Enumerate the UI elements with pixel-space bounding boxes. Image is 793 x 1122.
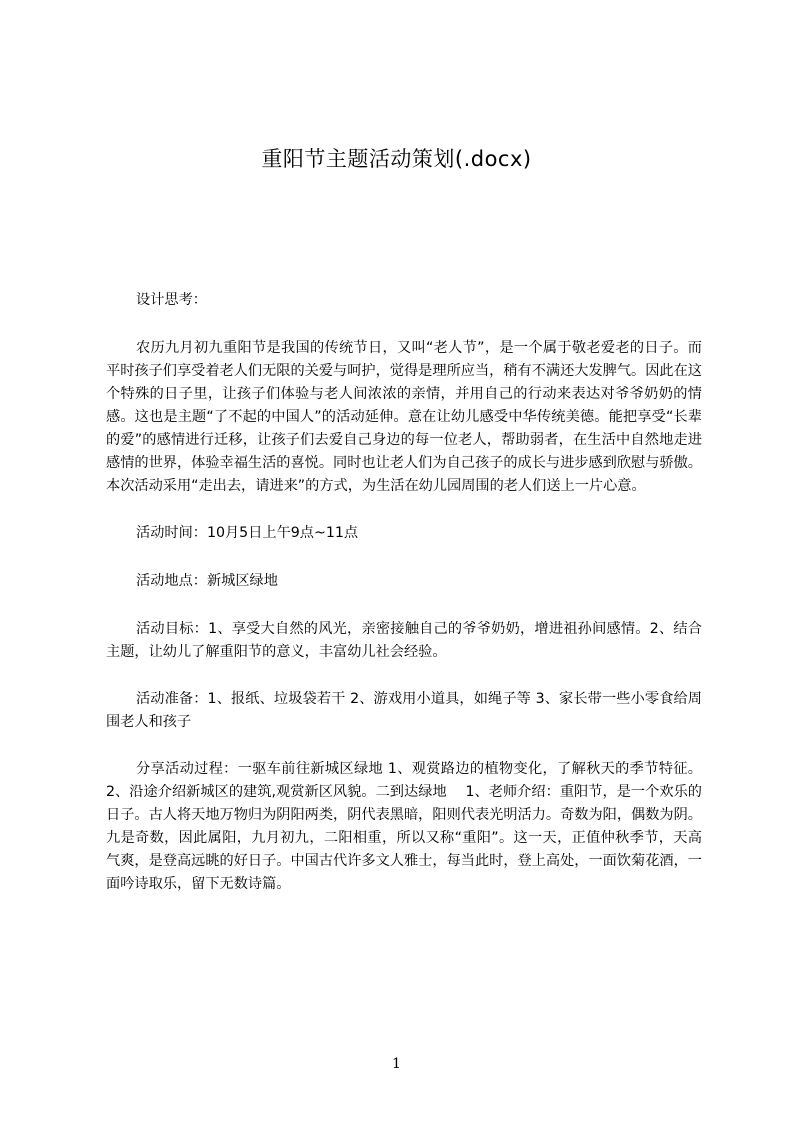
paragraph-activity-time: 活动时间：10月5日上午9点~11点 [136, 525, 359, 541]
paragraph-activity-preparation: 活动准备：1、报纸、垃圾袋若干 2、游戏用小道具，如绳子等 3、家长带一些小零食给周围老人和孩子 [106, 691, 702, 730]
paragraph-activity-goals: 活动目标：1、享受大自然的风光，亲密接触自己的爷爷奶奶，增进祖孙间感情。2、结合主题，让幼儿了解重阳节的意义，丰富幼儿社会经验。 [106, 621, 702, 660]
document-title: 重阳节主题活动策划(.docx) [261, 147, 532, 171]
page-number: 1 [392, 1056, 401, 1072]
paragraph-design-thinking: 农历九月初九重阳节是我国的传统节日，又叫“老人节”，是一个属于敬老爱老的日子。而平时孩子们享受着老人们无限的关爱与呵护，觉得是理所应当，稍有不满还大发脾气。因此在这个特殊的日子里，让孩子们体验与老人间浓浓的亲情，并用自己的行动来表达对爷爷奶奶的情感。这也是主题“了不起的中国人”的活动延伸。意在让幼儿感受中华传统美德。能把享受“长辈的爱”的感情进行迁移，让孩子们去爱自己身边的每一位老人，帮助弱者，在生活中自然地走进感情的世界，体验幸福生活的喜悦。同时也让老人们为自己孩子的成长与进步感到欣慰与骄傲。本次活动采用“走出去，请进来”的方式，为生活在幼儿园周围的老人们送上一片心意。 [106, 340, 702, 494]
paragraph-design-thinking-heading: 设计思考： [136, 292, 207, 308]
document-body [106, 289, 702, 920]
paragraph-activity-process: 分享活动过程：一驱车前往新城区绿地 1、观赏路边的植物变化，了解秋天的季节特征。2、沿途介绍新城区的建筑,观赏新区风貌。二到达绿地 1、老师介绍：重阳节，是一个欢乐的日子。古人将天地万物归为阴阳两类，阴代表黑暗，阳则代表光明活力。奇数为阳，偶数为阴。九是奇数，因此属阳，九月初九，二阳相重，所以又称“重阳”。这一天，正值仲秋季节，天高气爽，是登高远眺的好日子。中国古代许多文人雅士，每当此时，登上高处，一面饮菊花酒，一面吟诗取乐，留下无数诗篇。 [106, 761, 702, 892]
paragraph-activity-location: 活动地点：新城区绿地 [136, 573, 278, 589]
